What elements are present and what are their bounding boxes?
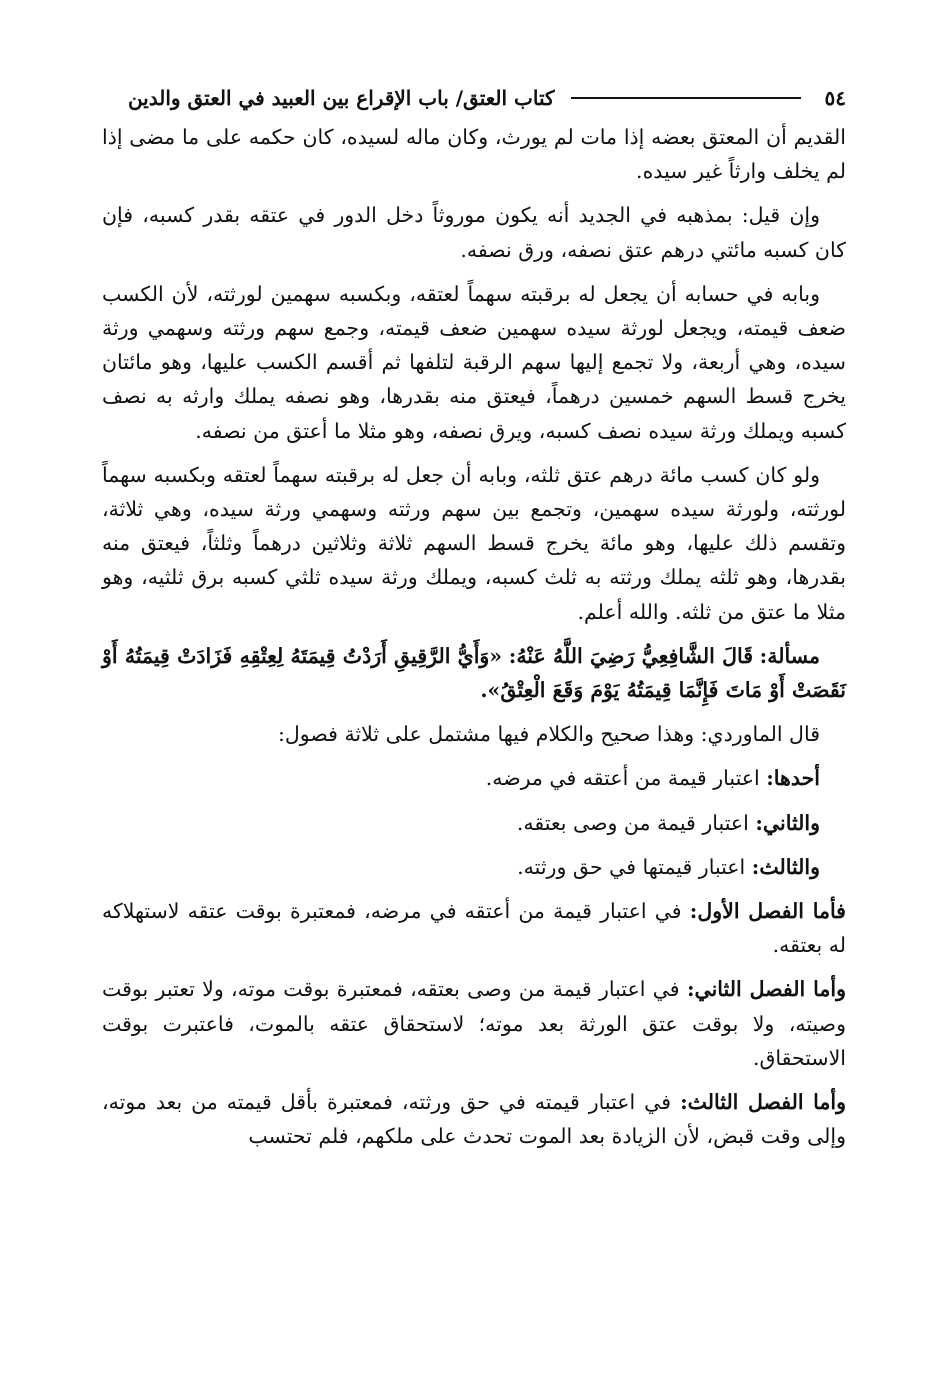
paragraph-text: وإن قيل: بمذهبه في الجديد أنه يكون موروثاً دخل الدور في عتقه بقدر كسبه، فإن كان كسبه مائتي درهم عتق نصفه، ورق نصفه. xyxy=(102,203,846,262)
page-number: ٥٤ xyxy=(824,86,846,110)
chapter-text: في اعتبار قيمته في حق ورثته، فمعتبرة بأقل قيمته من بعد موته، وإلى وقت قبض، لأن الزيادة بعد الموت تحدث على ملكهم، فلم تحتسب xyxy=(102,1090,846,1149)
section-text: اعتبار قيمة من أعتقه في مرضه. xyxy=(485,766,760,791)
chapter-first xyxy=(102,894,846,962)
paragraph-text: وبابه في حسابه أن يجعل له برقبته سهماً لعتقه، وبكسبه سهمين لورثته، لأن الكسب ضعف قيمته، ويجعل لورثة سيده سهمين ضعف قيمته، وجمع سهم ورثته وسهمي ورثة سيده، وهي أربعة، ولا تجمع إليها سهم الرقبة لتلفها ثم أقسم الكسب عليها، وهو مائتان يخرج قسط السهم خمسين درهماً، فيعتق منه بقدرها، وهو نصفه يملك وارثه به نصف كسبه ويملك ورثة سيده نصف كسبه، ويرق نصفه، وهو مثلا ما أعتق من نصفه. xyxy=(102,281,846,443)
section-label: أحدها: xyxy=(766,766,820,791)
main-text xyxy=(102,120,846,1163)
chapter-text: في اعتبار قيمة من وصى بعتقه، فمعتبرة بوقت موته، ولا تعتبر بوقت وصيته، ولا بوقت عتق الورثة بعد موته؛ لاستحقاق عتقه بالموت، فاعتبرت بوقت الاستحقاق. xyxy=(102,977,846,1070)
masala-paragraph xyxy=(102,639,846,707)
chapter-third xyxy=(102,1085,846,1153)
section-first xyxy=(102,761,846,795)
paragraph-1 xyxy=(102,120,846,188)
paragraph-3 xyxy=(102,277,846,448)
paragraph-text: القديم أن المعتق بعضه إذا مات لم يورث، وكان ماله لسيده، كان حكمه على ما مضى إذا لم يخلف وارثاً غير سيده. xyxy=(102,125,846,184)
speaker-attribution: قَالَ الشَّافِعِيُّ رَضِيَ اللَّهُ عَنْهُ: xyxy=(508,643,754,668)
section-text: اعتبار قيمة من وصى بعتقه. xyxy=(516,810,749,835)
paragraph-text: ولو كان كسب مائة درهم عتق ثلثه، وبابه أن جعل له برقبته سهماً لعتقه وبكسبه سهماً لورثته، ولورثة سيده سهمين، وتجمع بين سهم ورثته وسهمي ورثة سيده، وهي ثلاثة، وتقسم ذلك عليها، وهو مائة يخرج قسط السهم ثلاثة وثلاثين درهماً وثلثاً، فيعتق منه بقدرها، وهو ثلثه يملك ورثته به ثلث كسبه، ويملك ورثة سيده ثلثي كسبه برق ثلثيه، وهو مثلا ما عتق من ثلثه. والله أعلم. xyxy=(102,462,846,624)
page-header xyxy=(104,80,846,116)
section-second xyxy=(102,806,846,840)
paragraph-mawardi xyxy=(102,717,846,751)
section-text: اعتبار قيمتها في حق ورثته. xyxy=(517,854,746,879)
chapter-second xyxy=(102,972,846,1075)
section-label: والثاني: xyxy=(755,810,820,835)
paragraph-text: قال الماوردي: وهذا صحيح والكلام فيها مشتمل على ثلاثة فصول: xyxy=(277,722,820,747)
chapter-label: وأما الفصل الثالث: xyxy=(680,1090,847,1115)
chapter-label: وأما الفصل الثاني: xyxy=(686,977,846,1002)
section-third xyxy=(102,850,846,884)
masala-label: مسألة: xyxy=(759,643,820,668)
header-rule xyxy=(571,97,801,99)
chapter-text: في اعتبار قيمة من أعتقه في مرضه، فمعتبرة بوقت عتقه لاستهلاكه له بعتقه. xyxy=(102,899,846,958)
paragraph-2 xyxy=(102,198,846,266)
quoted-text: «وَأَيُّ الرَّقِيقِ أَرَدْتُ قِيمَتَهُ لِعِتْقِهِ فَزَادَتْ قِيمَتُهُ أَوْ نَقَصَتْ أَوْ مَاتَ فَإِنَّمَا قِيمَتُهُ يَوْمَ وَقَعَ الْعِتْقُ». xyxy=(102,643,846,703)
paragraph-4 xyxy=(102,458,846,629)
section-label: والثالث: xyxy=(751,854,820,879)
running-title: كتاب العتق/ باب الإقراع بين العبيد في العتق والدين xyxy=(127,86,555,110)
chapter-label: فأما الفصل الأول: xyxy=(689,899,846,924)
